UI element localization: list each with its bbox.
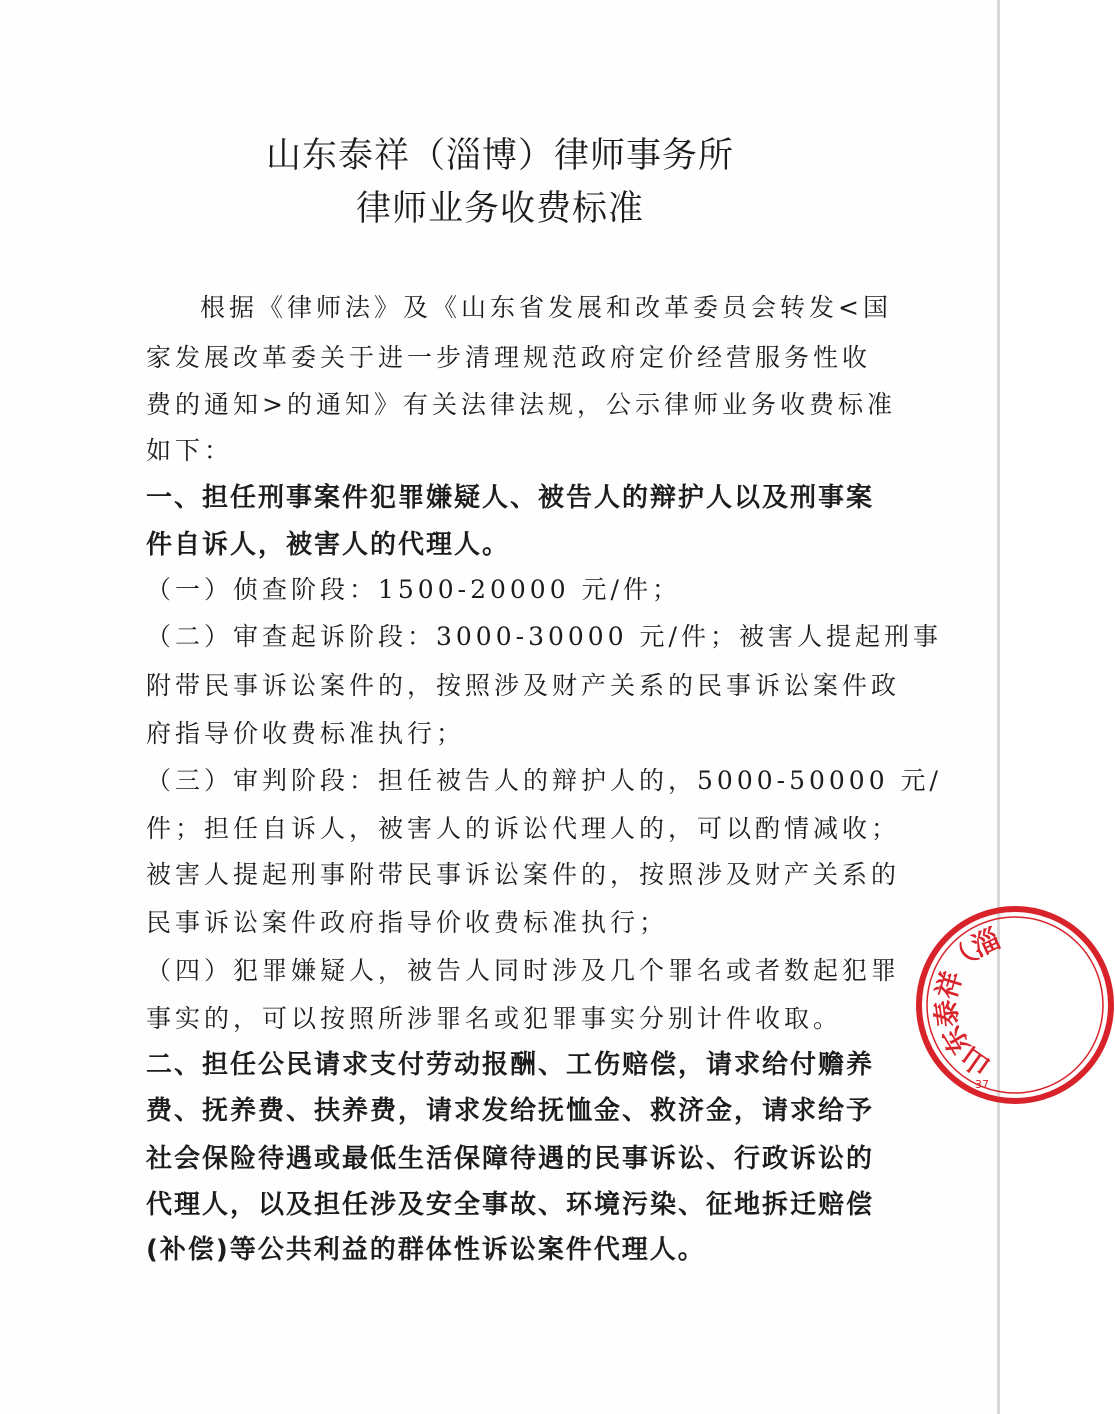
seal-number: 37: [975, 1078, 989, 1091]
section-2-line-1: 二、担任公民请求支付劳动报酬、工伤赔偿，请求给付赡养: [146, 1050, 875, 1080]
item-4-line-2: 事实的，可以按照所涉罪名或犯罪事实分别计件收取。: [146, 1004, 843, 1033]
item-3-line-3: 被害人提起刑事附带民事诉讼案件的，按照涉及财产关系的: [146, 860, 901, 889]
document-title-line1: 山东泰祥（淄博）律师事务所: [265, 136, 734, 176]
seal-char: 东: [936, 1020, 977, 1060]
intro-line-2: 家发展改革委关于进一步清理规范政府定价经营服务性收: [146, 343, 872, 372]
item-1-line-1: （一）侦查阶段：1500-20000 元/件；: [146, 575, 681, 604]
seal-char: 淄: [967, 923, 1006, 964]
item-3-line-2: 件；担任自诉人，被害人的诉讼代理人的，可以酌情减收；: [146, 814, 901, 843]
section-1-heading-line-2: 件自诉人，被害人的代理人。: [146, 530, 511, 560]
red-seal: [915, 905, 1115, 1105]
item-2-line-2: 附带民事诉讼案件的，按照涉及财产关系的民事诉讼案件政: [146, 671, 901, 700]
section-2-line-2: 费、抚养费、扶养费，请求发给抚恤金、救济金，请求给予: [146, 1096, 875, 1126]
section-2-line-5: (补偿)等公共利益的群体性诉讼案件代理人。: [146, 1235, 706, 1265]
intro-line-4: 如下：: [146, 436, 234, 465]
section-2-line-4: 代理人，以及担任涉及安全事故、环境污染、征地拆迁赔偿: [146, 1190, 875, 1220]
seal-char: 山: [956, 1040, 996, 1082]
item-3-line-1: （三）审判阶段：担任被告人的辩护人的，5000-50000 元/: [146, 766, 942, 795]
section-2-line-3: 社会保险待遇或最低生活保障待遇的民事诉讼、行政诉讼的: [146, 1144, 875, 1174]
seal-char: 泰: [930, 998, 965, 1029]
intro-line-1: 根据《律师法》及《山东省发展和改革委员会转发<国: [200, 293, 892, 322]
document-title-line2: 律师业务收费标准: [355, 189, 644, 229]
item-2-line-3: 府指导价收费标准执行；: [146, 719, 466, 748]
seal-char: 祥: [931, 967, 969, 1003]
item-3-line-4: 民事诉讼案件政府指导价收费标准执行；: [146, 908, 669, 937]
item-4-line-1: （四）犯罪嫌疑人，被告人同时涉及几个罪名或者数起犯罪: [146, 956, 901, 985]
section-1-heading-line-1: 一、担任刑事案件犯罪嫌疑人、被告人的辩护人以及刑事案: [146, 483, 875, 513]
seal-char: （: [943, 940, 985, 981]
item-2-line-1: （二）审查起诉阶段：3000-30000 元/件；被害人提起刑事: [146, 622, 942, 651]
intro-line-3: 费的通知>的通知》有关法律法规，公示律师业务收费标准: [146, 390, 896, 419]
